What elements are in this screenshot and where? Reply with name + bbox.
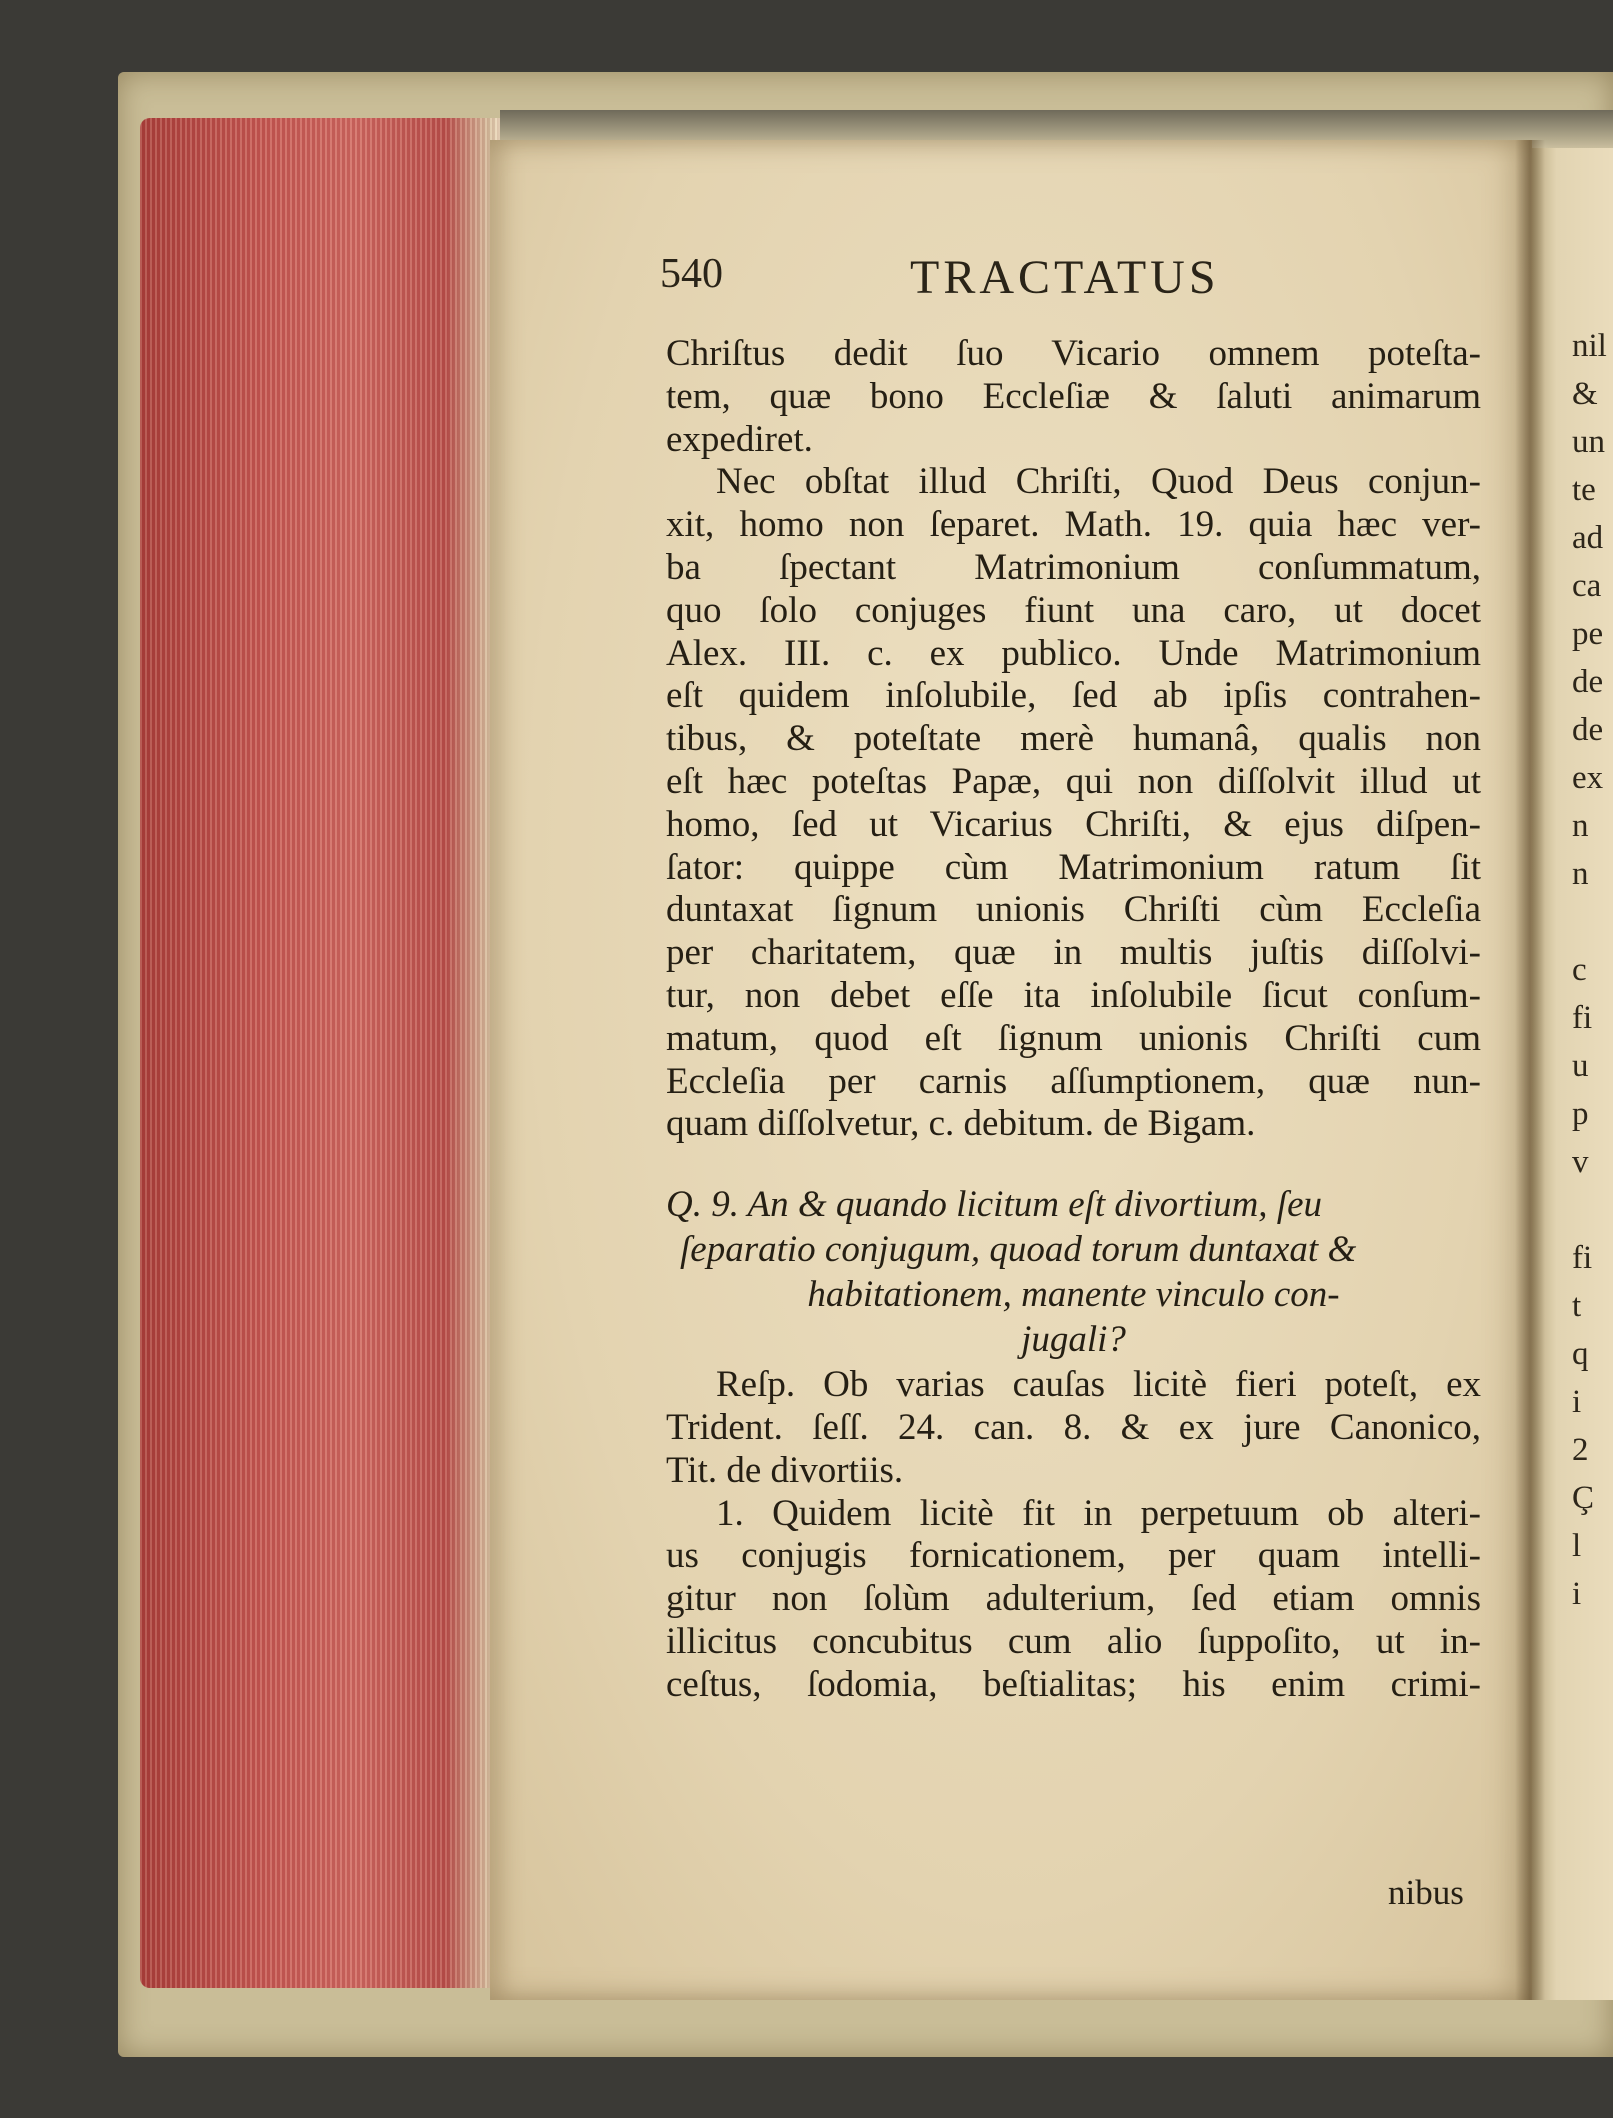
- page-body: [666, 333, 1481, 1707]
- question-line: habitationem, manente vinculo con-: [807, 1274, 1340, 1316]
- right-page-fragment: 2: [1572, 1432, 1589, 1468]
- page-gutter: [1515, 140, 1545, 2000]
- text-line: Tit. de divortiis.: [666, 1449, 904, 1491]
- paragraph-2: [666, 461, 1481, 1146]
- right-page-fragment: i: [1572, 1576, 1582, 1612]
- text-line: ſator: quippe cùm Matrimonium ratum ſit: [666, 846, 1481, 888]
- right-page-fragment: &: [1572, 376, 1598, 412]
- right-page-fragment: p: [1572, 1096, 1589, 1132]
- page-number: 540: [660, 251, 723, 297]
- text-line: homo, ſed ut Vicarius Chriſti, & ejus diſpen-: [666, 803, 1481, 845]
- page-header: [660, 250, 1460, 310]
- text-line: gitur non ſolùm adulterium, ſed etiam omnis: [666, 1578, 1481, 1620]
- question-line: jugali?: [1021, 1319, 1126, 1361]
- question-heading: [666, 1184, 1481, 1364]
- right-page-fragment: [1572, 1192, 1607, 1240]
- right-page-fragment: de: [1572, 712, 1604, 748]
- text-line: tur, non debet eſſe ita inſolubile ſicut conſum-: [666, 974, 1481, 1016]
- text-line: Trident. ſeſſ. 24. can. 8. & ex jure Canonico,: [666, 1406, 1481, 1448]
- text-line: illicitus concubitus cum alio ſuppoſito, ut in-: [666, 1620, 1481, 1662]
- text-line: Chriſtus dedit ſuo Vicario omnem poteſta-: [666, 333, 1481, 374]
- right-page-text: [1572, 328, 1607, 1720]
- paragraph-3: [666, 1364, 1481, 1492]
- right-page-fragment: ca: [1572, 568, 1602, 604]
- text-line: duntaxat ſignum unionis Chriſti cùm Eccleſia: [666, 889, 1481, 931]
- right-page-fragment: t: [1572, 1288, 1582, 1324]
- right-page-fragment: v: [1572, 1144, 1589, 1180]
- text-line: expediret.: [666, 418, 813, 460]
- text-line: tem, quæ bono Eccleſiæ & ſaluti animarum: [666, 375, 1481, 417]
- question-line: Q. 9. An & quando licitum eſt divortium, ſeu: [666, 1184, 1323, 1226]
- text-line: eſt quidem inſolubile, ſed ab ipſis contrahen-: [666, 675, 1481, 717]
- text-line: eſt hæc poteſtas Papæ, qui non diſſolvit illud ut: [666, 760, 1481, 802]
- right-page-fragment: c: [1572, 952, 1587, 988]
- right-page-fragment: q: [1572, 1336, 1589, 1372]
- right-page-fragment: [1572, 1624, 1607, 1672]
- text-line: 1. Quidem licitè fit in perpetuum ob alteri-: [716, 1492, 1481, 1534]
- right-page-fragment: l: [1572, 1528, 1582, 1564]
- text-line: ba ſpectant Matrimonium conſummatum,: [666, 546, 1481, 588]
- right-page-fragment: u: [1572, 1048, 1589, 1084]
- text-line: per charitatem, quæ in multis juſtis diſſolvi-: [666, 932, 1481, 974]
- running-title: TRACTATUS: [910, 251, 1220, 304]
- text-line: Nec obſtat illud Chriſti, Quod Deus conjun-: [716, 461, 1481, 503]
- text-line: quam diſſolvetur, c. debitum. de Bigam.: [666, 1103, 1256, 1145]
- catchword: nibus: [1388, 1873, 1464, 1912]
- right-page-fragment: pe: [1572, 616, 1604, 652]
- text-line: matum, quod eſt ſignum unionis Chriſti cum: [666, 1017, 1481, 1059]
- right-page-fragment: [1572, 1672, 1607, 1720]
- right-page-fragment: n: [1572, 808, 1589, 844]
- text-line: us conjugis fornicationem, per quam intelli-: [666, 1535, 1481, 1577]
- text-line: Eccleſia per carnis aſſumptionem, quæ nun-: [666, 1060, 1481, 1102]
- right-page-fragment: Ç: [1572, 1480, 1595, 1516]
- paragraph-4: [666, 1493, 1481, 1707]
- right-page-fragment: de: [1572, 664, 1604, 700]
- right-page-fragment: fi: [1572, 1240, 1593, 1276]
- text-line: Alex. III. c. ex publico. Unde Matrimonium: [666, 632, 1481, 674]
- text-line: xit, homo non ſeparet. Math. 19. quia hæc ver-: [666, 504, 1481, 546]
- right-page-fragment: [1572, 904, 1607, 952]
- text-line: tibus, & poteſtate merè humanâ, qualis non: [666, 718, 1481, 760]
- text-line: Reſp. Ob varias cauſas licitè fieri poteſt, ex: [716, 1364, 1481, 1406]
- paragraph-1: [666, 333, 1481, 461]
- right-page-fragment: nil: [1572, 328, 1607, 364]
- right-page-fragment: n: [1572, 856, 1589, 892]
- right-page-fragment: un: [1572, 424, 1605, 460]
- right-page-fragment: fi: [1572, 1000, 1593, 1036]
- question-line: ſeparatio conjugum, quoad torum duntaxat &: [680, 1229, 1357, 1271]
- right-page-fragment: ex: [1572, 760, 1604, 796]
- red-page-edges: [140, 118, 500, 1988]
- right-page-fragment: te: [1572, 472, 1596, 508]
- text-line: quo ſolo conjuges fiunt una caro, ut docet: [666, 589, 1481, 631]
- text-line: ceſtus, ſodomia, beſtialitas; his enim crimi-: [666, 1663, 1481, 1705]
- right-page-fragment: ad: [1572, 520, 1604, 556]
- right-page-fragment: i: [1572, 1384, 1582, 1420]
